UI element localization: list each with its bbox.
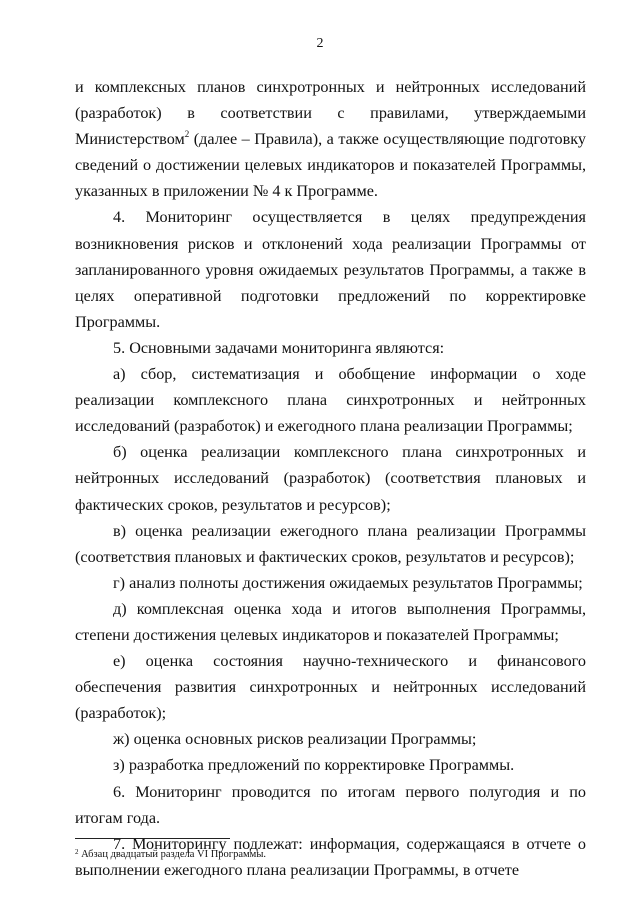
footnote-reference: 2 — [184, 129, 190, 140]
paragraph-text: и комплексных планов синхротронных и нейтронных исследований (разработок) в соответствии с правилами, утверждаемыми Министерством — [75, 78, 586, 149]
footnote — [75, 848, 586, 861]
footnote-mark: 2 — [75, 848, 79, 856]
list-item-z: з) разработка предложений по корректировке Программы. — [113, 756, 515, 775]
paragraph-item-6: 6. Мониторинг проводится по итогам первого полугодия и по итогам года. — [75, 782, 586, 827]
page-number: 2 — [316, 36, 324, 51]
document-body — [75, 74, 586, 883]
list-item-g: г) анализ полноты достижения ожидаемых результатов Программы; — [113, 573, 583, 592]
footnote-separator — [75, 838, 230, 839]
paragraph-continuation — [75, 74, 586, 204]
list-item-v: в) оценка реализации ежегодного плана реализации Программы (соответствия плановых и фактических сроков, результатов и ресурсов); — [75, 521, 586, 566]
footnote-text: Абзац двадцатый раздела VI Программы. — [78, 849, 266, 860]
list-item-a: а) сбор, систематизация и обобщение информации о ходе реализации комплексного плана синхротронных и нейтронных исследований (разработок) и ежегодного плана реализации Программы; — [75, 365, 586, 436]
paragraph-item-5: 5. Основными задачами мониторинга являются: — [113, 338, 445, 357]
paragraph-item-4: 4. Мониторинг осуществляется в целях предупреждения возникновения рисков и отклонений хода реализации Программы от запланированного уровня ожидаемых результатов Программы, а также в целях оперативной подготовки предложений по корректировке Программы. — [75, 208, 586, 331]
list-item-zh: ж) оценка основных рисков реализации Программы; — [113, 730, 477, 749]
list-item-d: д) комплексная оценка хода и итогов выполнения Программы, степени достижения целевых индикаторов и показателей Программы; — [75, 599, 586, 644]
paragraph-text: (далее – Правила), а также осуществляющие подготовку сведений о достижении целевых индикаторов и показателей Программы, указанных в приложении № 4 к Программе. — [75, 130, 586, 201]
paragraph-item-7: 7. Мониторингу подлежат: информация, содержащаяся в отчете о выполнении ежегодного плана реализации Программы, в отчете — [75, 834, 586, 879]
list-item-e: е) оценка состояния научно-технического и финансового обеспечения развития синхротронных и нейтронных исследований (разработок); — [75, 652, 586, 723]
list-item-b: б) оценка реализации комплексного плана синхротронных и нейтронных исследований (разработок) (соответствия плановых и фактических сроков, результатов и ресурсов); — [75, 443, 586, 514]
